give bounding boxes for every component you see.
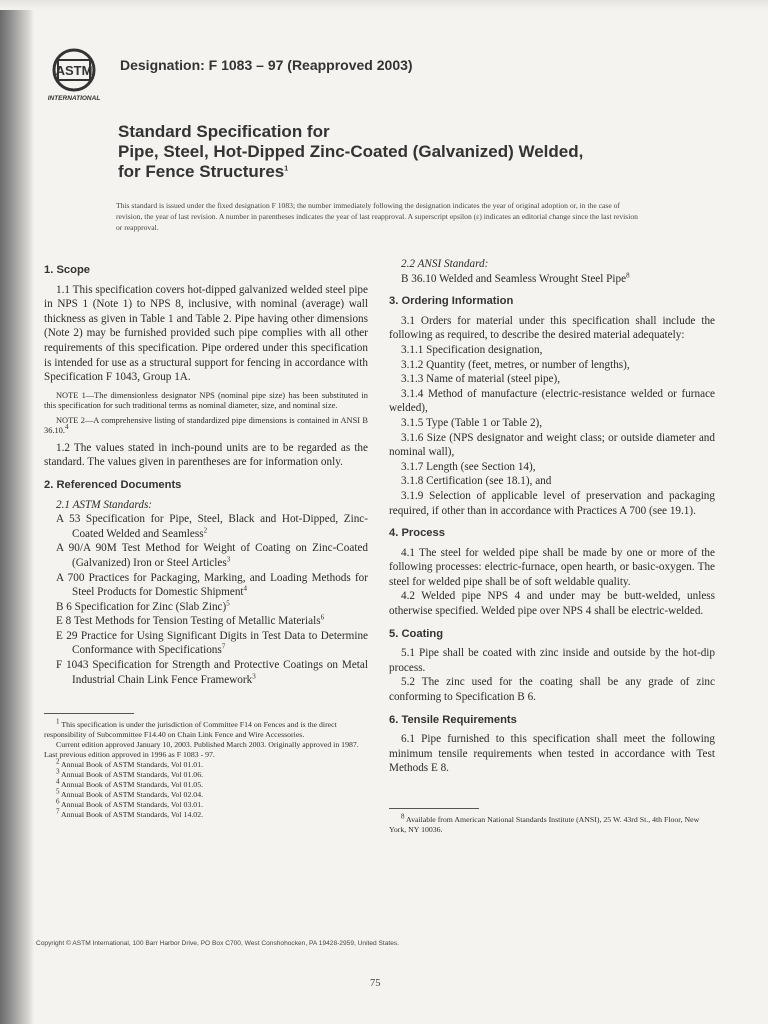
- ordering-heading: 3. Ordering Information: [389, 295, 514, 308]
- reference-item: [44, 614, 368, 629]
- footnote-text: Annual Book of ASTM Standards, Vol 01.01.: [61, 760, 204, 770]
- reference-text: A 90/A 90M Test Method for Weight of Coating on Zinc-Coated (Galvanized) Iron or Steel Articles: [56, 542, 368, 569]
- right-footnotes: [389, 812, 715, 835]
- process-4-2: 4.2 Welded pipe NPS 4 and under may be butt-welded, unless otherwise specified. Welded pipe over NPS 4 shall be electric-welded.: [389, 590, 715, 618]
- reference-footnote-mark: 2: [203, 525, 208, 534]
- left-column: [44, 257, 368, 820]
- footnote-rule-right: [389, 808, 479, 809]
- reference-item: [44, 541, 368, 570]
- title-line-3: [118, 162, 583, 182]
- title-line-2: Pipe, Steel, Hot-Dipped Zinc-Coated (Galvanized) Welded,: [118, 142, 584, 161]
- footnote-mark: 7: [56, 807, 60, 816]
- scope-1-2: 1.2 The values stated in inch-pound units are to be regarded as the standard. The values given in parentheses are for information only.: [44, 441, 368, 469]
- note-2-sup: 4: [64, 423, 69, 432]
- reference-text: B 6 Specification for Zinc (Slab Zinc): [56, 600, 227, 613]
- reference-item: [44, 600, 368, 615]
- scope-heading: 1. Scope: [44, 264, 91, 276]
- footnote-text: Annual Book of ASTM Standards, Vol 14.02.: [61, 810, 204, 820]
- reference-footnote-mark: 5: [226, 598, 230, 607]
- ordering-item: 3.1.5 Type (Table 1 or Table 2),: [401, 416, 543, 429]
- astm-logo: [44, 46, 110, 102]
- referenced-documents-heading: 2. Referenced Documents: [44, 478, 182, 491]
- reference-text: A 53 Specification for Pipe, Steel, Black and Hot-Dipped, Zinc-Coated Welded and Seamless: [56, 513, 368, 540]
- process-heading: 4. Process: [389, 527, 445, 540]
- ordering-item: 3.1.9 Selection of applicable level of preservation and packaging required, if other than in accordance with Practices A 700 (see 19.1).: [389, 489, 715, 517]
- scope-1-1: 1.1 This specification covers hot-dipped galvanized welded steel pipe in NPS 1 (Note 1) to NPS 8, inclusive, with nominal (average) wall thickness as given in Table 1 and Table 2. Pipe having other dimensions (Note 2) may be furnished provided such pipe complies with all other requirements of this specification. Pipe ordered under this specification is intended for use as a structural support for fencing in accordance with Specification F 1043, Group 1A.: [44, 283, 368, 384]
- title-footnote-mark: 1: [284, 165, 289, 173]
- footnote-text: Annual Book of ASTM Standards, Vol 01.06.: [61, 770, 204, 780]
- tensile-6-1: 6.1 Pipe furnished to this specification shall meet the following minimum tensile requirements when tested in accordance with Test Methods E 8.: [389, 733, 715, 775]
- coating-5-1: 5.1 Pipe shall be coated with zinc inside and outside by the hot-dip process.: [389, 647, 715, 674]
- footnote-mark: 2: [56, 757, 60, 766]
- footnote-mark: 4: [56, 777, 60, 786]
- reference-footnote-mark: 3: [226, 555, 231, 564]
- reference-footnote-mark: 7: [221, 642, 226, 651]
- reference-footnote-mark: 3: [252, 671, 256, 680]
- ordering-list: [389, 343, 715, 518]
- footnote-item: [44, 717, 368, 740]
- reference-text: F 1043 Specification for Strength and Protective Coatings on Metal Industrial Chain Link Fence Framework: [56, 659, 368, 686]
- reference-text: A 700 Practices for Packaging, Marking, and Loading Methods for Steel Products for Domestic Shipment: [56, 571, 368, 599]
- footnote-item: [44, 767, 368, 780]
- ansi-standard-label: [389, 257, 715, 272]
- footnote-item: [44, 777, 368, 790]
- footnote-rule: [44, 713, 134, 714]
- reference-list: [44, 512, 368, 687]
- footnote-mark: 5: [56, 787, 60, 796]
- title-line-1: Standard Specification for: [118, 122, 330, 141]
- page-number: 75: [370, 978, 381, 989]
- astm-logo-graphic: [44, 46, 110, 102]
- footnote-text: Annual Book of ASTM Standards, Vol 02.04.: [61, 790, 204, 800]
- footnote-item: [44, 757, 368, 770]
- footnote-text: This specification is under the jurisdiction of Committee F14 on Fences and is the direct responsibility of Subcommittee F14.40 on Chain Link Fence and Wire Accessories.: [44, 720, 337, 740]
- coating-heading: 5. Coating: [389, 627, 444, 640]
- reference-item: [44, 658, 368, 687]
- footnote-text: Annual Book of ASTM Standards, Vol 01.05.: [61, 780, 204, 790]
- logo-subtext: INTERNATIONAL: [47, 95, 101, 102]
- process-4-1: 4.1 The steel for welded pipe shall be made by one or more of the following processes: electric-furnace, open hearth, or basic-oxygen. The steel for welded pipe shall be of soft weldable quality.: [389, 546, 715, 588]
- logo-text: ASTM: [55, 63, 93, 78]
- reference-text: E 29 Practice for Using Significant Digits in Test Data to Determine Conformance with Specifications: [56, 629, 368, 657]
- reference-footnote-mark: 4: [243, 584, 248, 593]
- ordering-item: 3.1.1 Specification designation,: [401, 343, 543, 356]
- ordering-item: 3.1.7 Length (see Section 14),: [401, 460, 536, 473]
- copyright-line: Copyright © ASTM International, 100 Barr Harbor Drive, PO Box C700, West Conshohocken, PA 19428-2959, United States.: [36, 940, 400, 947]
- footnote-mark: 6: [56, 797, 60, 806]
- ordering-item: 3.1.2 Quantity (feet, metres, or number of lengths),: [401, 358, 630, 371]
- reference-item: [44, 629, 368, 658]
- coating-5-2: 5.2 The zinc used for the coating shall be any grade of zinc conforming to Specification B 6.: [389, 676, 715, 704]
- ansi-standard-text: 2.2 ANSI Standard:: [401, 258, 489, 270]
- right-column: [389, 257, 715, 835]
- reference-item: [44, 571, 368, 600]
- ansi-reference-sup: 8: [626, 270, 630, 279]
- note-1: NOTE 1—The dimensionless designator NPS (nominal pipe size) has been substituted in this specification for such traditional terms as nominal diameter, size, and nominal size.: [44, 390, 368, 411]
- document-title: [118, 122, 583, 182]
- footnote-mark: 1: [56, 717, 60, 726]
- ordering-item: 3.1.3 Name of material (steel pipe),: [401, 373, 561, 386]
- footnote-item: [44, 787, 368, 800]
- footnote-8-mark: 8: [401, 812, 405, 821]
- footnote-item: [44, 740, 368, 760]
- tensile-heading: 6. Tensile Requirements: [389, 713, 517, 726]
- ordering-3-1: 3.1 Orders for material under this specification shall include the following as required, to describe the desired material adequately:: [389, 314, 715, 342]
- footnote-8-text: Available from American National Standards Institute (ANSI), 25 W. 43rd St., 4th Floor, New York, NY 10036.: [389, 815, 700, 834]
- footnote-item: [44, 797, 368, 810]
- ansi-reference-text: B 36.10 Welded and Seamless Wrought Steel Pipe: [401, 272, 627, 285]
- title-line-3-text: for Fence Structures: [118, 162, 285, 181]
- reference-text: E 8 Test Methods for Tension Testing of Metallic Materials: [56, 615, 321, 628]
- left-footnotes: [44, 717, 368, 820]
- ansi-reference: [389, 272, 715, 287]
- astm-standards-label: 2.1 ASTM Standards:: [56, 498, 153, 511]
- footnote-text: Current edition approved January 10, 2003. Published March 2003. Originally approved in 1987. Last previous edition approved in 1996 as F 1083 - 97.: [44, 740, 359, 760]
- reference-footnote-mark: 6: [320, 613, 325, 622]
- ordering-item: 3.1.8 Certification (see 18.1), and: [401, 475, 552, 488]
- note-2-text: NOTE 2—A comprehensive listing of standardized pipe dimensions is contained in ANSI B 36.10.: [44, 415, 368, 436]
- footnote-text: Annual Book of ASTM Standards, Vol 03.01.: [61, 800, 204, 810]
- scan-shadow-edge: [0, 0, 34, 1024]
- reference-item: [44, 512, 368, 541]
- ordering-item: 3.1.4 Method of manufacture (electric-resistance welded or furnace welded),: [389, 387, 715, 415]
- scan-top-band: [0, 0, 768, 10]
- footnote-item: [44, 807, 368, 820]
- issue-note: This standard is issued under the fixed designation F 1083; the number immediately following the designation indicates the year of original adoption or, in the case of revision, the year of last revision. A number in parentheses indicates the year of last reapproval. A superscript epsilon (ε) indicates an editorial change since the last revision or reapproval.: [116, 201, 638, 232]
- footnote-mark: 3: [56, 767, 60, 776]
- designation: Designation: F 1083 – 97 (Reapproved 2003): [120, 57, 413, 73]
- note-2: [44, 416, 368, 437]
- ordering-item: 3.1.6 Size (NPS designator and weight class; or outside diameter and nominal wall),: [389, 431, 715, 459]
- footnote-8: [389, 812, 715, 835]
